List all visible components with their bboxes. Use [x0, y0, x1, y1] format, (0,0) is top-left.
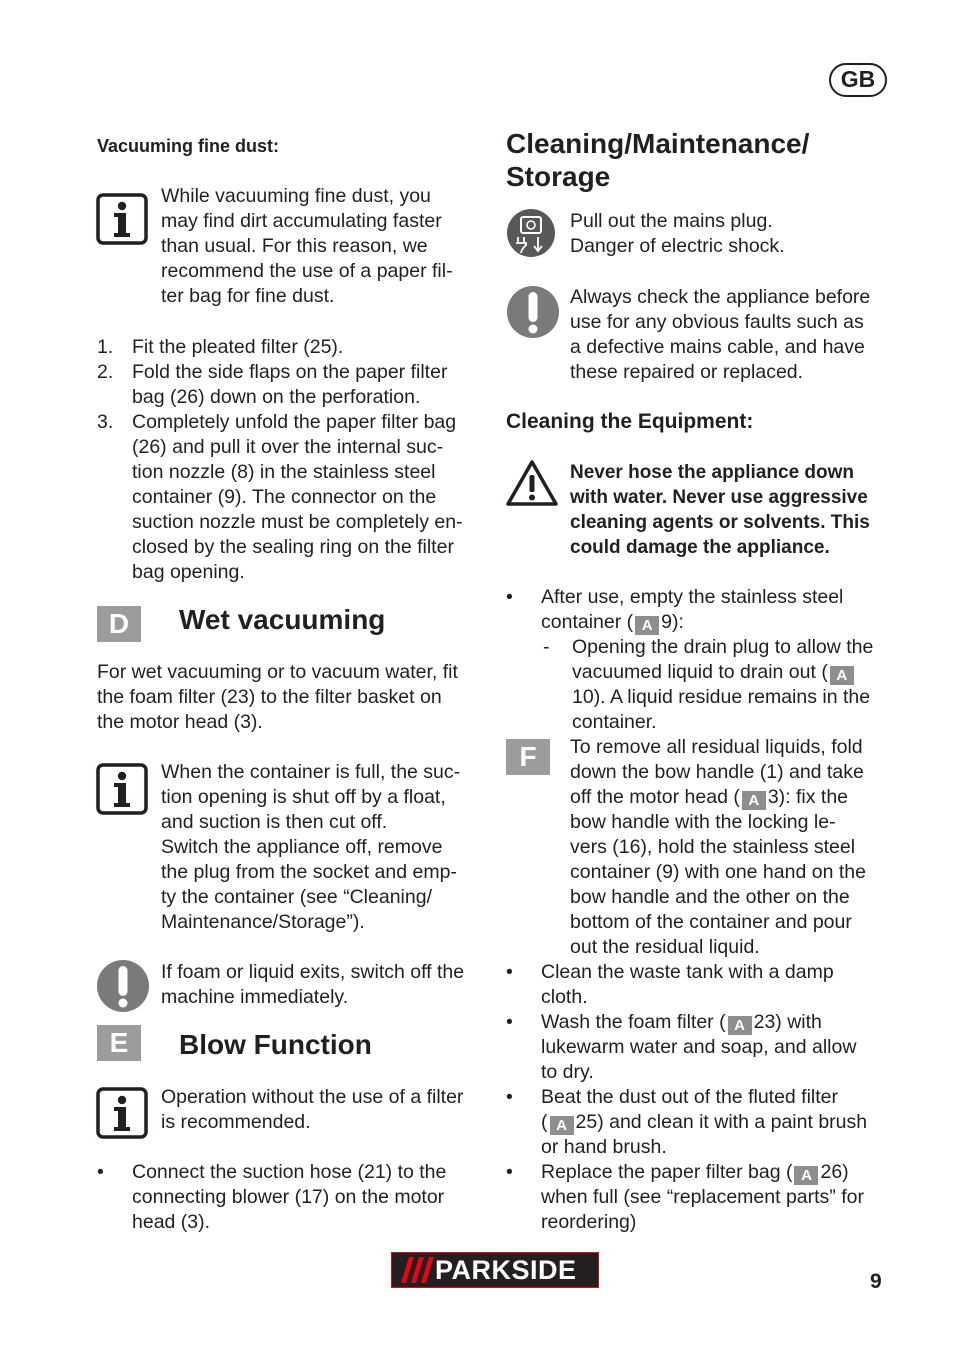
page-number: 9	[870, 1270, 882, 1293]
list-item: • After use, empty the stainless steel container ( A 9): - Opening the drain plug to allow the vacuumed liquid to drain out ( A 10). A liquid residue remains in the container.	[506, 585, 896, 735]
warning-triangle-icon	[505, 459, 559, 507]
list-item: • Connect the suction hose (21) to the connecting blower (17) on the motor head (3).	[97, 1161, 447, 1233]
fine-dust-info: While vacuuming fine dust, you may find dirt accumulating faster than usual. For this reason, we recommend the use of a paper fil- ter bag for fine dust.	[161, 185, 453, 307]
info-icon	[96, 193, 148, 245]
figure-ref-badge: A	[742, 791, 766, 810]
cleaning-equipment-heading: Cleaning the Equipment:	[506, 410, 754, 433]
caution-text: Never hose the appliance down with water. Never use aggressive cleaning agents or solvents. This could damage the appliance.	[570, 462, 870, 558]
section-e-title: Blow Function	[179, 1029, 372, 1060]
wet-vacuuming-text: For wet vacuuming or to vacuum water, fit the foam filter (23) to the filter basket on the motor head (3).	[97, 661, 458, 733]
list-item: 3. Completely unfold the paper filter bag (26) and pull it over the internal suc- tion nozzle (8) in the stainless steel container (9). The connector on the suction nozzle must be completely en- closed by the sealing ring on the filter bag opening.	[97, 411, 463, 583]
cleaning-steps-more	[506, 960, 901, 1235]
blow-info: Operation without the use of a filter is recommended.	[161, 1086, 464, 1133]
list-item: 2. Fold the side flaps on the paper filter bag (26) down on the perforation.	[97, 361, 448, 408]
country-badge: GB	[829, 63, 887, 97]
exclamation-icon	[96, 959, 150, 1013]
list-item: 1. Fit the pleated filter (25).	[97, 336, 344, 358]
brand-logo: PARKSIDE	[391, 1252, 599, 1288]
cleaning-steps	[506, 585, 896, 735]
unplug-icon	[506, 208, 556, 258]
figure-ref-badge: A	[635, 616, 659, 635]
list-item: • Wash the foam filter ( A 23) with lukewarm water and soap, and allow to dry.	[506, 1011, 857, 1083]
blow-bullet	[97, 1160, 482, 1235]
info-icon	[96, 763, 148, 815]
figure-ref-badge: A	[830, 666, 854, 685]
plug-note: Pull out the mains plug. Danger of electric shock.	[570, 210, 785, 257]
section-e-marker: E	[97, 1025, 141, 1061]
cleaning-title: Cleaning/Maintenance/ Storage	[506, 128, 810, 192]
section-d-marker: D	[97, 606, 141, 642]
brand-stripes-icon	[395, 1257, 435, 1283]
list-item: - Opening the drain plug to allow the vacuumed liquid to drain out ( A 10). A liquid residue remains in the container.	[543, 636, 874, 733]
foam-warning: If foam or liquid exits, switch off the machine immediately.	[161, 961, 465, 1008]
list-item: • Beat the dust out of the fluted filter ( A 25) and clean it with a paint brush or hand brush.	[506, 1086, 868, 1158]
fine-dust-steps	[97, 335, 482, 585]
list-item: • Replace the paper filter bag ( A 26) when full (see “replacement parts” for reordering)	[506, 1161, 864, 1233]
info-icon	[96, 1087, 148, 1139]
exclamation-icon	[506, 285, 560, 339]
section-f-text: To remove all residual liquids, fold down the bow handle (1) and take off the motor head ( A 3): fix the bow handle with the locking le- vers (16), hold the stainless steel container (9) with one hand on the bow handle and the other on the bottom of the container and pour out the residual liquid.	[570, 736, 866, 958]
fine-dust-heading: Vacuuming fine dust:	[97, 136, 280, 156]
figure-ref-badge: A	[550, 1116, 574, 1135]
wet-vacuuming-info: When the container is full, the suc- tion opening is shut off by a float, and suction is then cut off. Switch the appliance off, remove the plug from the socket and emp- ty the container (see “Cleaning/ Maintenance/Storage”).	[161, 761, 461, 933]
section-f-marker: F	[506, 739, 550, 775]
figure-ref-badge: A	[794, 1166, 818, 1185]
section-d-title: Wet vacuuming	[179, 604, 386, 635]
check-note: Always check the appliance before use for any obvious faults such as a defective mains cable, and have these repaired or replaced.	[570, 286, 871, 383]
figure-ref-badge: A	[728, 1016, 752, 1035]
list-item: • Clean the waste tank with a damp cloth.	[506, 961, 834, 1008]
